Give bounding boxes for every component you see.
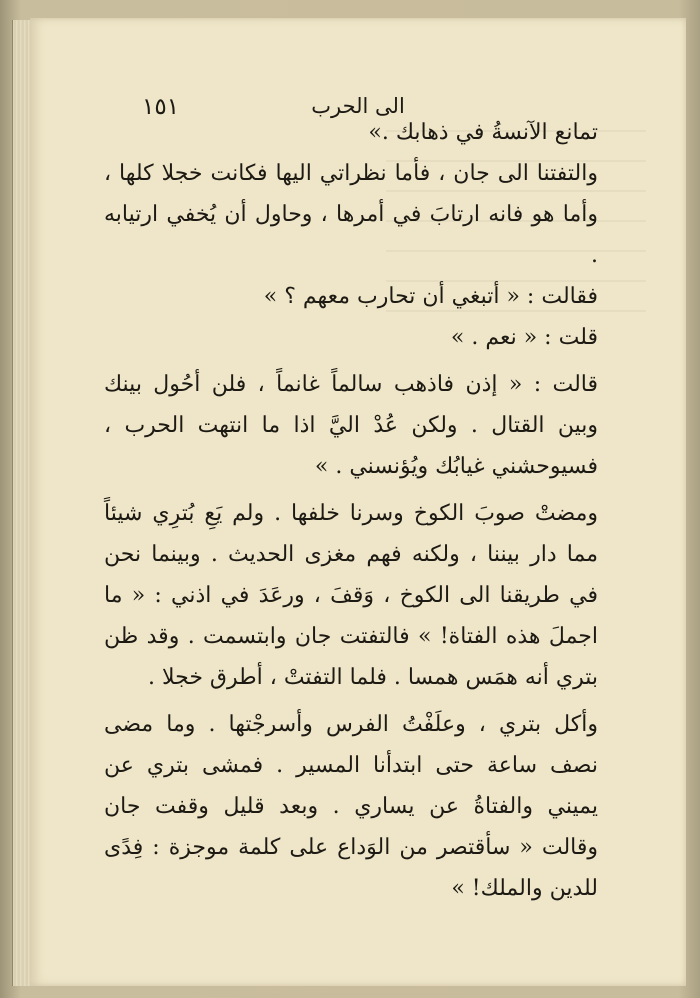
page-body bbox=[104, 112, 598, 909]
paragraph-6: ومضتْ صوبَ الكوخ وسرنا خلفها . ولم يَعِ بُترِي شيئاً مما دار بيننا ، ولكنه فهم مغزى الحديث . وبينما نحن في طريقنا الى الكوخ ، وَقفَ ، ورعَدَ في اذني : « ما اجملَ هذه الفتاة! » فالتفتت جان وابتسمت . وقد ظن بتري أنه همَس همسا . فلما التفتتْ ، أطرق خجلا . bbox=[104, 501, 598, 690]
running-title: الى الحرب bbox=[311, 94, 405, 118]
paragraph-2: والتفتنا الى جان ، فأما نظراتي اليها فكانت خجلا كلها ، وأما هو فانه ارتابَ في أمرها ، وحاول أن يُخفي ارتيابه . bbox=[104, 161, 598, 268]
paragraph-7: وأكل بتري ، وعلَفْتُ الفرس وأسرجْتها . وما مضى نصف ساعة حتى ابتدأنا المسير . فمشى بتري عن يميني والفتاةُ عن يساري . وبعد قليل وقفت جان وقالت « سأقتصر من الوَداع على كلمة موجزة : فِدًى للدين والملك! » bbox=[104, 712, 598, 901]
paragraph-1: تمانع الآنسةُ في ذهابك .» bbox=[368, 120, 598, 145]
paragraph-4: قلت : « نعم . » bbox=[450, 325, 598, 350]
page-number: ١٥١ bbox=[142, 94, 180, 120]
paragraph-3: فقالت : « أتبغي أن تحارب معهم ؟ » bbox=[263, 284, 598, 309]
paragraph-5: قالت : « إذن فاذهب سالماً غانماً ، فلن أحُول بينك وبين القتال . ولكن عُدْ اليَّ اذا ما انتهت الحرب ، فسيوحشني غيابُك ويُؤنسني . » bbox=[104, 372, 598, 479]
